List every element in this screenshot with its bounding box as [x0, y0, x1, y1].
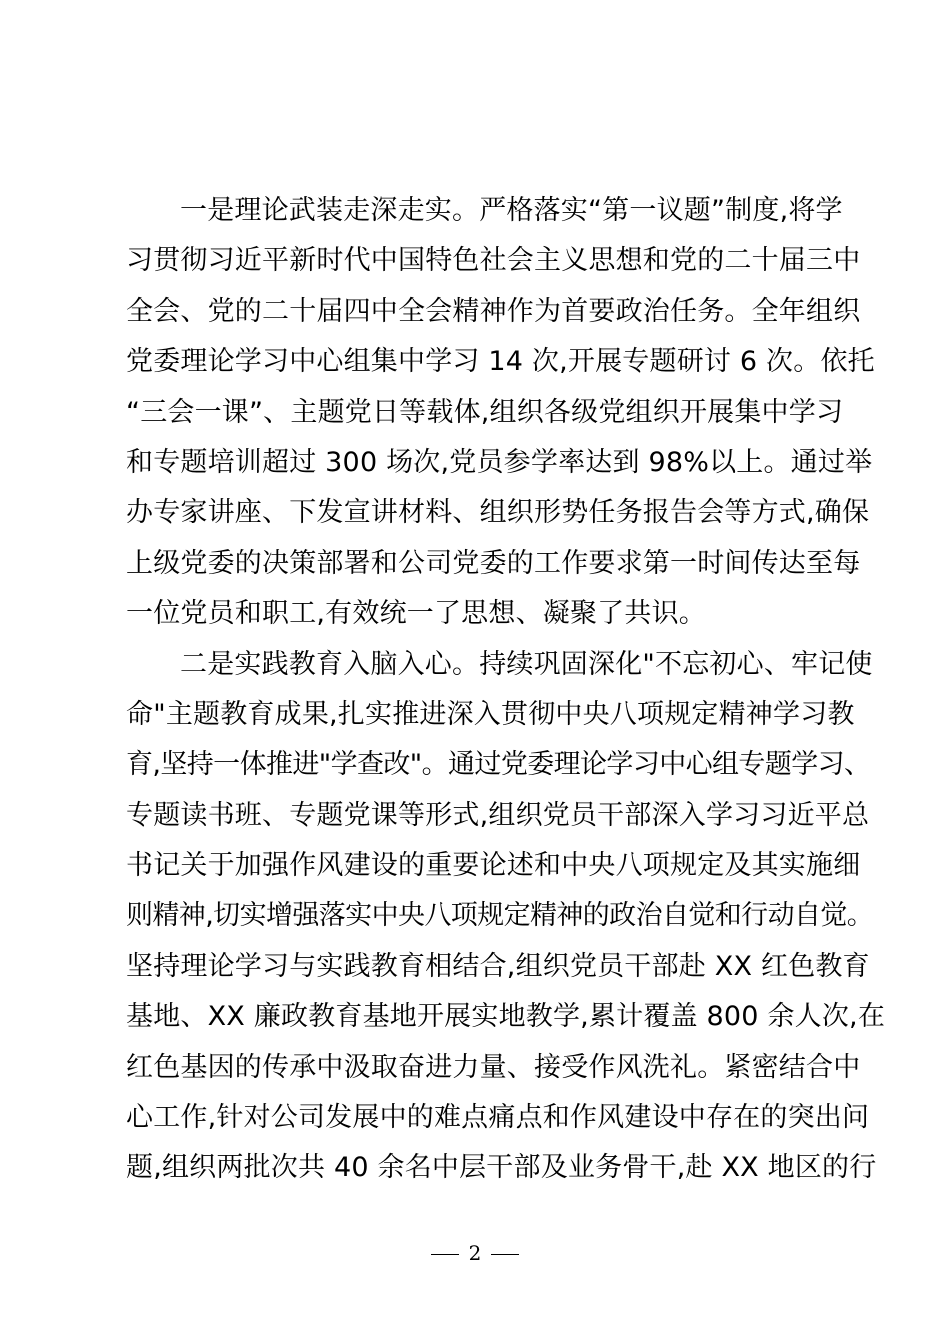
text-line: 习贯彻习近平新时代中国特色社会主义思想和党的二十届三中 [126, 245, 861, 277]
text-line: 坚持理论学习与实践教育相结合,组织党员干部赴 XX 红色教育 [126, 950, 870, 982]
text-line: 题,组织两批次共 40 余名中层干部及业务骨干,赴 XX 地区的行 [126, 1152, 877, 1184]
text-line: 命"主题教育成果,扎实推进深入贯彻中央八项规定精神学习教 [126, 698, 855, 730]
text-line: 红色基因的传承中汲取奋进力量、接受作风洗礼。紧密结合中 [126, 1051, 861, 1083]
text-line: 专题读书班、专题党课等形式,组织党员干部深入学习习近平总 [126, 799, 870, 831]
text-line: 和专题培训超过 300 场次,党员参学率达到 98%以上。通过举 [126, 446, 873, 478]
paragraph-theory-study [126, 186, 875, 640]
text-line: 党委理论学习中心组集中学习 14 次,开展专题研讨 6 次。依托 [126, 346, 875, 378]
right-dash [491, 1254, 519, 1255]
body-text [126, 186, 886, 1194]
page-number: 2 [468, 1241, 482, 1265]
page-footer [0, 1238, 950, 1268]
text-line: 书记关于加强作风建设的重要论述和中央八项规定及其实施细 [126, 850, 861, 882]
text-line: “三会一课”、主题党日等载体,组织各级党组织开展集中学习 [126, 396, 844, 428]
text-line: 上级党委的决策部署和公司党委的工作要求第一时间传达至每 [126, 547, 861, 579]
paragraph-practice-education [126, 640, 886, 1194]
left-dash [431, 1254, 459, 1255]
text-line: 一位党员和职工,有效统一了思想、凝聚了共识。 [126, 598, 706, 630]
text-line: 育,坚持一体推进"学查改"。通过党委理论学习中心组专题学习、 [126, 749, 871, 781]
text-line: 心工作,针对公司发展中的难点痛点和作风建设中存在的突出问 [126, 1102, 870, 1134]
text-line: 则精神,切实增强落实中央八项规定精神的政治自觉和行动自觉。 [126, 900, 874, 932]
text-line: 全会、党的二十届四中全会精神作为首要政治任务。全年组织 [126, 295, 861, 327]
text-line: 二是实践教育入脑入心。持续巩固深化"不忘初心、牢记使 [180, 648, 873, 680]
text-line: 基地、XX 廉政教育基地开展实地教学,累计覆盖 800 余人次,在 [126, 1001, 886, 1033]
text-line: 一是理论武装走深走实。严格落实“第一议题”制度,将学 [180, 195, 843, 226]
text-line: 办专家讲座、下发宣讲材料、组织形势任务报告会等方式,确保 [126, 497, 870, 529]
